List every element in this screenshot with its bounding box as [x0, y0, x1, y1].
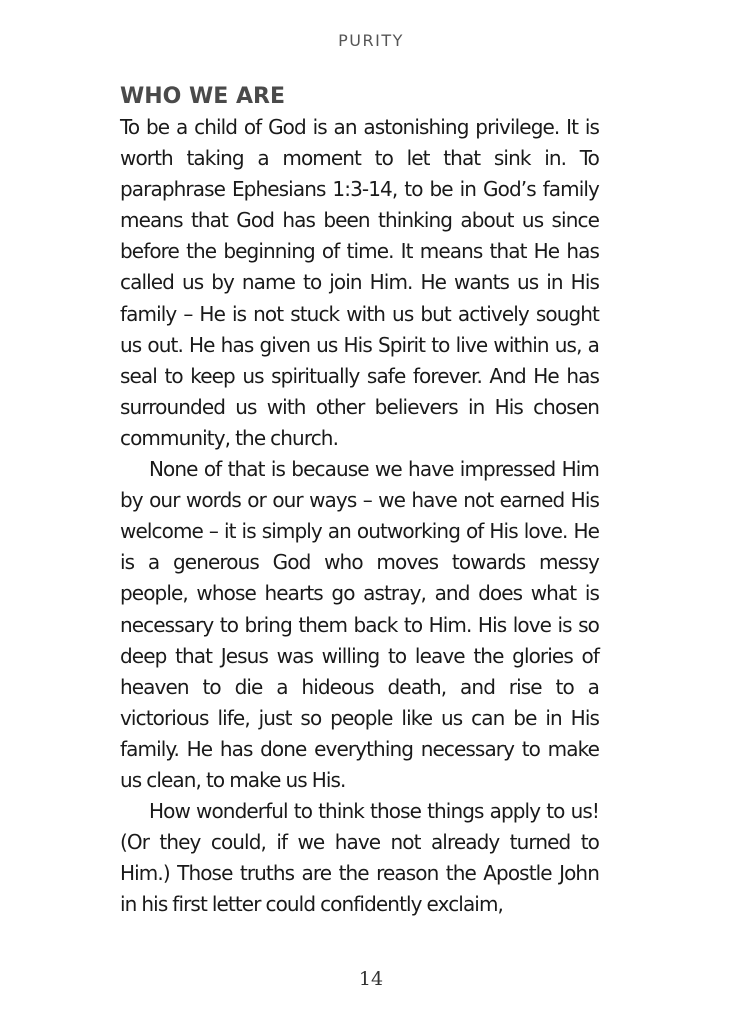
paragraph-2: None of that is because we have impressed Him by our words or our ways – we have not earned His welcome – it is simply an outworking of His love. He is a generous God who moves towards messy people, whose hearts go astray, and does what is necessary to bring them back to Him. His love is so deep that Jesus was willing to leave the glories of heaven to die a hideous death, and rise to a victorious life, just so people like us can be in His family. He has done everything necessary to make us clean, to make us His.	[120, 457, 599, 792]
running-head: PURITY	[338, 31, 404, 50]
page-number: 14	[358, 968, 384, 990]
paragraph-1: To be a child of God is an astonishing privilege. It is worth taking a moment to let that sink in. To paraphrase Ephesians 1:3-14, to be in God’s family means that God has been thinking about us since before the beginning of time. It means that He has called us by name to join Him. He wants us in His family – He is not stuck with us but actively sought us out. He has given us His Spirit to live within us, a seal to keep us spiritually safe forever. And He has surrounded us with other believers in His chosen community, the church.	[120, 115, 599, 450]
paragraph-3: How wonderful to think those things apply to us! (Or they could, if we have not already turned to Him.) Those truths are the reason the Apostle John in his first letter could confidently exclaim,	[120, 799, 599, 917]
section-heading: WHO WE ARE	[120, 84, 285, 109]
body-text	[120, 81, 599, 920]
